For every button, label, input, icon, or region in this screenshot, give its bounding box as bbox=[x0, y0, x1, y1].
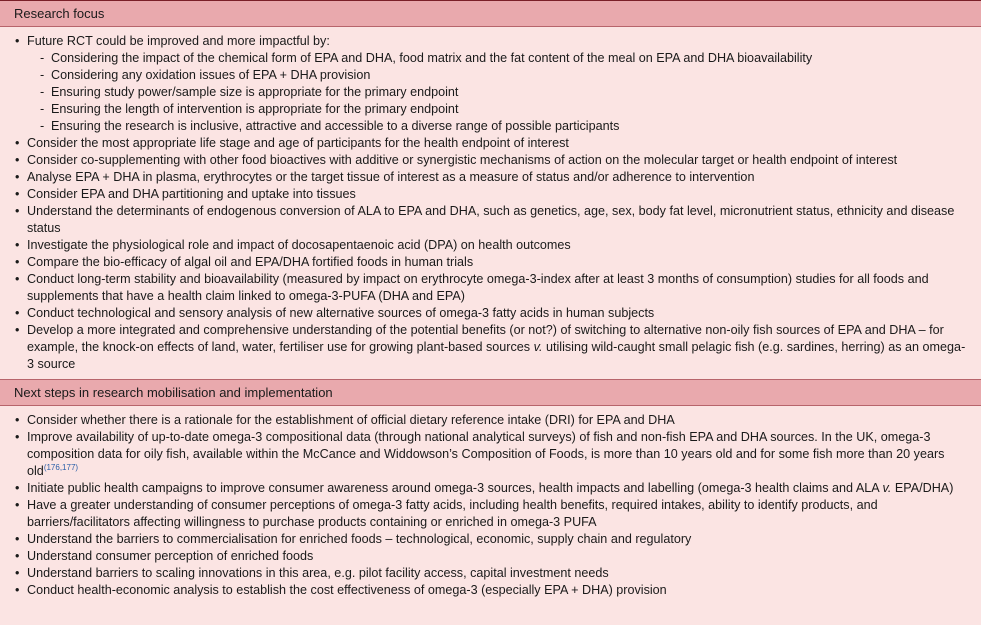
list-item-text: EPA/DHA) bbox=[891, 481, 954, 495]
list-item-text: Develop a more integrated and comprehensive understanding of the potential benefits (or not?) of switching to alternative non-oily fish sources of EPA and DHA – for example, the knock-on effects of land, water, fertiliser use for growing plant-based sources bbox=[27, 323, 944, 354]
list-item: • Consider whether there is a rationale for the establishment of official dietary reference intake (DRI) for EPA and DHA bbox=[14, 412, 967, 429]
list-item-text: Improve availability of up-to-date omega-3 compositional data (through national analytical surveys) of fish and non-fish EPA and DHA sources. In the UK, omega-3 composition data for oily fish, available within the McCance and Widdowson’s Composition of Foods, is more than 10 years old and for some fish more than 20 years old bbox=[27, 430, 945, 478]
list-item-text: Initiate public health campaigns to improve consumer awareness around omega-3 sources, health impacts and labelling (omega-3 health claims and ALA bbox=[27, 481, 883, 495]
sub-list-item: - Ensuring the research is inclusive, attractive and accessible to a diverse range of possible participants bbox=[27, 118, 967, 135]
citation-link[interactable]: (176,177) bbox=[43, 463, 79, 472]
list-item: • Analyse EPA + DHA in plasma, erythrocytes or the target tissue of interest as a measure of status and/or adherence to intervention bbox=[14, 169, 967, 186]
list-item: • Conduct long-term stability and bioavailability (measured by impact on erythrocyte omega-3-index after at least 3 months of consumption) studies for all foods and supplements that have a health claim linked to omega-3-PUFA (DHA and EPA) bbox=[14, 271, 967, 305]
list-item bbox=[14, 429, 967, 480]
italic-text: v. bbox=[533, 340, 543, 354]
section-body-research-focus bbox=[0, 27, 981, 379]
sub-list-item: - Considering the impact of the chemical form of EPA and DHA, food matrix and the fat content of the meal on EPA and DHA bioavailability bbox=[27, 50, 967, 67]
italic-text: v. bbox=[882, 481, 892, 495]
list-item: • Consider co-supplementing with other food bioactives with additive or synergistic mechanisms of action on the molecular target or health endpoint of interest bbox=[14, 152, 967, 169]
list-item bbox=[14, 33, 967, 135]
sub-list-item: - Ensuring the length of intervention is appropriate for the primary endpoint bbox=[27, 101, 967, 118]
section-header-next-steps: Next steps in research mobilisation and implementation bbox=[0, 380, 981, 406]
list-item: • Have a greater understanding of consumer perceptions of omega-3 fatty acids, including health benefits, required intakes, ability to identify products, and barriers/facilitators affecting willingness to purchase products containing or enriched in omega-3 PUFA bbox=[14, 497, 967, 531]
list-item: • Consider the most appropriate life stage and age of participants for the health endpoint of interest bbox=[14, 135, 967, 152]
sub-list bbox=[27, 50, 967, 135]
research-focus-list bbox=[14, 33, 967, 373]
list-item bbox=[14, 480, 967, 497]
list-item: • Understand barriers to scaling innovations in this area, e.g. pilot facility access, capital investment needs bbox=[14, 565, 967, 582]
list-item: • Understand consumer perception of enriched foods bbox=[14, 548, 967, 565]
sub-list-item: - Ensuring study power/sample size is appropriate for the primary endpoint bbox=[27, 84, 967, 101]
list-item: • Compare the bio-efficacy of algal oil and EPA/DHA fortified foods in human trials bbox=[14, 254, 967, 271]
list-item: • Investigate the physiological role and impact of docosapentaenoic acid (DPA) on health outcomes bbox=[14, 237, 967, 254]
list-item-text: utilising wild-caught small pelagic fish (e.g. sardines, herring) as an omega-3 source bbox=[27, 340, 966, 371]
sub-list-item: - Considering any oxidation issues of EPA + DHA provision bbox=[27, 67, 967, 84]
list-item: • Understand the determinants of endogenous conversion of ALA to EPA and DHA, such as genetics, age, sex, body fat level, micronutrient status, ethnicity and disease status bbox=[14, 203, 967, 237]
next-steps-list bbox=[14, 412, 967, 599]
list-item: • Understand the barriers to commercialisation for enriched foods – technological, economic, supply chain and regulatory bbox=[14, 531, 967, 548]
section-header-research-focus: Research focus bbox=[0, 1, 981, 27]
list-item bbox=[14, 322, 967, 373]
list-item: • Consider EPA and DHA partitioning and uptake into tissues bbox=[14, 186, 967, 203]
section-body-next-steps bbox=[0, 406, 981, 625]
list-item-text: Future RCT could be improved and more impactful by: bbox=[27, 34, 330, 48]
list-item: • Conduct technological and sensory analysis of new alternative sources of omega-3 fatty acids in human subjects bbox=[14, 305, 967, 322]
list-item: • Conduct health-economic analysis to establish the cost effectiveness of omega-3 (especially EPA + DHA) provision bbox=[14, 582, 967, 599]
